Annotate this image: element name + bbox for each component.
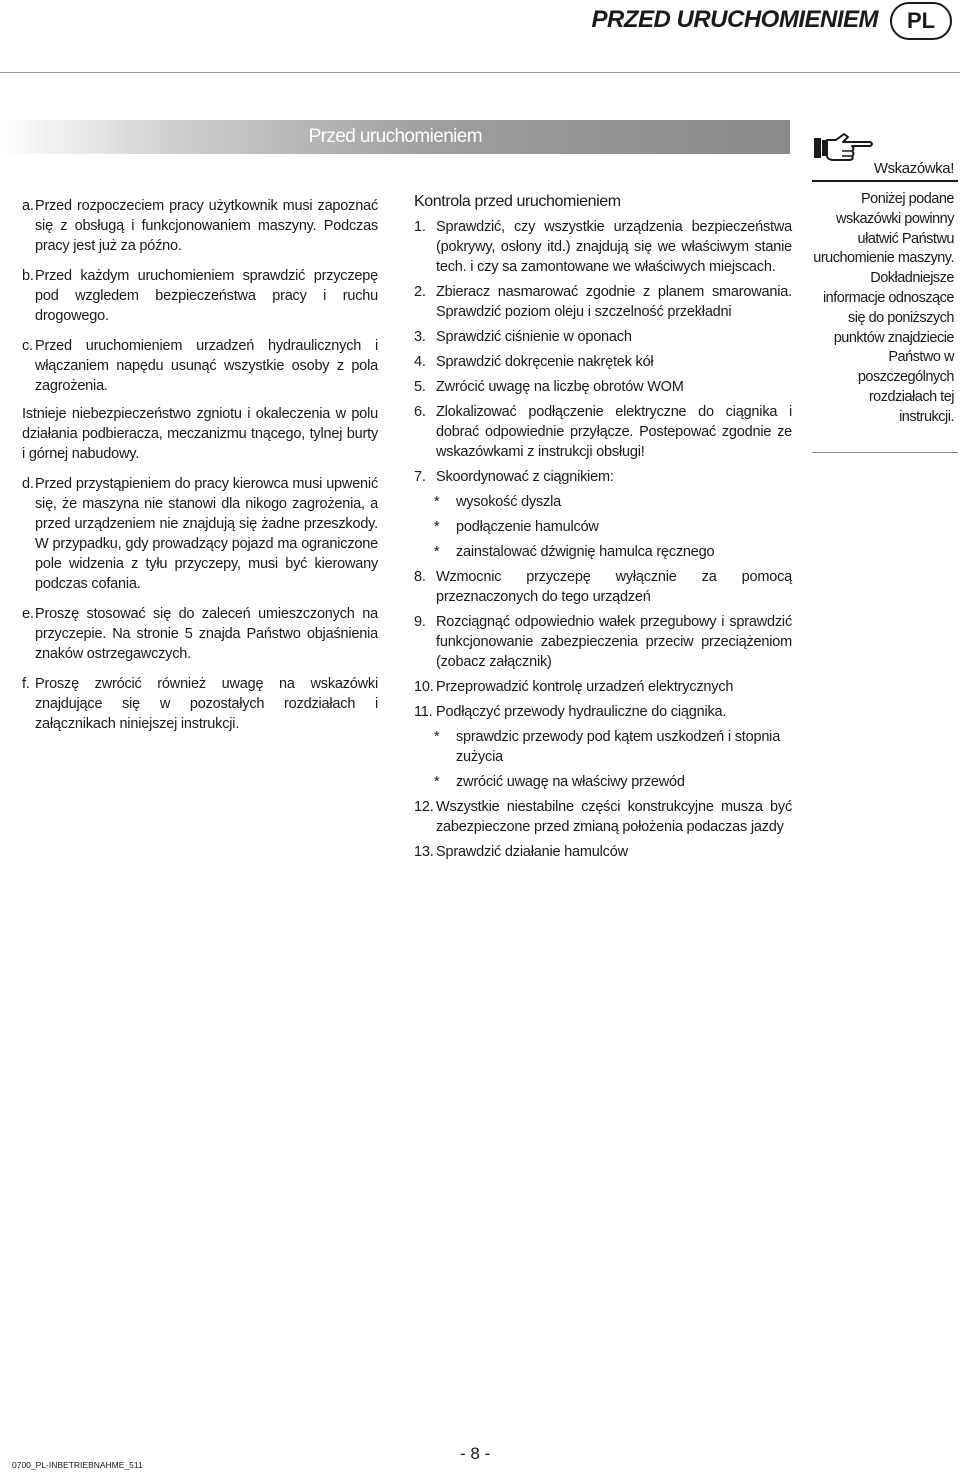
checklist-item xyxy=(414,677,792,697)
checklist-item xyxy=(414,702,792,722)
checklist-column xyxy=(414,192,792,867)
item-text: Sprawdzić, czy wszystkie urządzenia bezpieczeństwa (pokrywy, osłony itd.) znajdują się we właściwym stanie tech. i czy sa zamontowane we właściwych miejscach. xyxy=(436,219,792,275)
list-item xyxy=(22,266,378,326)
item-text: Zwrócić uwagę na liczbę obrotów WOM xyxy=(436,379,684,395)
checklist-item xyxy=(414,377,792,397)
item-number: 3. xyxy=(414,329,426,345)
document-code: 0700_PL-INBETRIEBNAHME_511 xyxy=(12,1460,143,1470)
item-text: Skoordynować z ciągnikiem: xyxy=(436,469,614,485)
hazard-note: Istnieje niebezpieczeństwo zgniotu i okaleczenia w polu działania podbieracza, meczanizmu tnącego, tylnej burty i górnej nabudowy. xyxy=(22,406,378,462)
bullet-star: * xyxy=(434,494,440,510)
checklist-subitem xyxy=(414,492,792,512)
checklist-item xyxy=(414,327,792,347)
checklist-item xyxy=(414,402,792,462)
item-number: 8. xyxy=(414,569,426,585)
list-item xyxy=(22,474,378,594)
item-text: Wzmocnic przyczepę wyłącznie za pomocą przeznaczonych do tego urządzeń xyxy=(436,569,792,605)
item-text: Zlokalizować podłączenie elektryczne do ciągnika i dobrać odpowiednie przyłącze. Postepować zgodnie ze wskazówkami z instrukcji obsługi! xyxy=(436,404,792,460)
bullet-star: * xyxy=(434,729,440,745)
list-item-text: Przed każdym uruchomieniem sprawdzić przyczepę pod wzgledem bezpieczeństwa pracy i ruchu drogowego. xyxy=(35,268,378,324)
checklist-heading: Kontrola przed uruchomieniem xyxy=(414,193,621,210)
checklist-item xyxy=(414,352,792,372)
list-item-text: Przed uruchomieniem urzadzeń hydraulicznych i włączaniem napędu usunąć wszystkie osoby z pola zagrożenia. xyxy=(35,338,378,394)
subitem-text: zainstalować dźwignię hamulca ręcznego xyxy=(456,544,715,560)
checklist-subitem xyxy=(414,542,792,562)
subitem-text: sprawdzic przewody pod kątem uszkodzeń i stopnia zużycia xyxy=(456,729,781,765)
section-title: Przed uruchomieniem xyxy=(308,126,482,147)
item-number: 7. xyxy=(414,469,426,485)
list-item-text: Przed rozpoczeciem pracy użytkownik musi zapoznać się z obsługą i funkcjonowaniem maszyny. Podczas pracy jest już za późno. xyxy=(35,198,378,254)
bullet-star: * xyxy=(434,519,440,535)
list-item xyxy=(22,196,378,256)
list-item-text: Przed przystąpieniem do pracy kierowca musi upwenić się, że maszyna nie stanowi dla nikogo zagrożenia, a przed urządzeniem nie znajdują się żadne przeszkody. W przypadku, gdy prowadzący pojazd ma ograniczone pole widzenia z tyłu przyczepy, musi być kierowany podczas cofania. xyxy=(35,476,378,592)
tip-divider xyxy=(812,180,958,182)
list-marker: b. xyxy=(22,268,34,284)
checklist-subitem xyxy=(414,517,792,537)
item-number: 6. xyxy=(414,404,426,420)
checklist-subitem xyxy=(414,727,792,767)
subitem-text: zwrócić uwagę na właściwy przewód xyxy=(456,774,685,790)
header-divider xyxy=(0,72,960,73)
list-marker: d. xyxy=(22,476,34,492)
checklist-item xyxy=(414,797,792,837)
page-number: - 8 - xyxy=(460,1444,491,1463)
tip-text: Poniżej podane wskazówki powinny ułatwić Państwu uruchomienie maszyny. Dokładniejsze informacje odnoszące się do poniższych punktów znajdziecie Państwo w poszczególnych rozdziałach tej instrukcji. xyxy=(813,191,954,425)
item-text: Podłączyć przewody hydrauliczne do ciągnika. xyxy=(436,704,727,720)
list-marker: a. xyxy=(22,198,34,214)
item-text: Sprawdzić ciśnienie w oponach xyxy=(436,329,632,345)
list-item xyxy=(22,604,378,664)
item-text: Sprawdzić działanie hamulców xyxy=(436,844,628,860)
list-marker: f. xyxy=(22,676,30,692)
item-text: Zbieracz nasmarować zgodnie z planem smarowania. Sprawdzić poziom oleju i szczelność przekładni xyxy=(436,284,792,320)
checklist-item xyxy=(414,467,792,487)
item-text: Sprawdzić dokręcenie nakrętek kół xyxy=(436,354,654,370)
item-number: 4. xyxy=(414,354,426,370)
left-column xyxy=(22,196,378,744)
item-number: 13. xyxy=(414,844,434,860)
list-marker: c. xyxy=(22,338,33,354)
checklist-item xyxy=(414,282,792,322)
item-number: 9. xyxy=(414,614,426,630)
checklist-item xyxy=(414,612,792,672)
list-item xyxy=(22,674,378,734)
item-number: 12. xyxy=(414,799,434,815)
language-badge: PL xyxy=(890,2,952,40)
list-item xyxy=(22,336,378,396)
bullet-star: * xyxy=(434,544,440,560)
item-number: 1. xyxy=(414,219,426,235)
bullet-star: * xyxy=(434,774,440,790)
list-marker: e. xyxy=(22,606,34,622)
item-number: 5. xyxy=(414,379,426,395)
subitem-text: wysokość dyszla xyxy=(456,494,561,510)
list-item-text: Proszę stosować się do zaleceń umieszczonych na przyczepie. Na stronie 5 znajda Państwo objaśnienia znaków ostrzegawczych. xyxy=(35,606,378,662)
item-number: 10. xyxy=(414,679,434,695)
section-title-bar xyxy=(0,120,790,154)
item-number: 2. xyxy=(414,284,426,300)
tip-bottom-divider xyxy=(812,452,958,453)
item-text: Rozciągnąć odpowiednio wałek przegubowy i sprawdzić funkcjonowanie zabezpieczenia przeciw przeciążeniom (zobacz załącznik) xyxy=(436,614,792,670)
item-text: Przeprowadzić kontrolę urzadzeń elektrycznych xyxy=(436,679,734,695)
item-text: Wszystkie niestabilne części konstrukcyjne musza być zabezpieczone przed zmianą położenia podaczas jazdy xyxy=(436,799,792,835)
checklist-item xyxy=(414,567,792,607)
checklist-item xyxy=(414,842,792,862)
item-number: 11. xyxy=(414,704,433,720)
page-header-title: PRZED URUCHOMIENIEM xyxy=(591,6,878,33)
tip-heading: Wskazówka! xyxy=(873,160,954,177)
checklist-item xyxy=(414,217,792,277)
list-item-text: Proszę zwrócić również uwagę na wskazówki znajdujące się w pozostałych rozdziałach i załącznikach niniejszej instrukcji. xyxy=(35,676,378,732)
subitem-text: podłączenie hamulców xyxy=(456,519,599,535)
checklist-subitem xyxy=(414,772,792,792)
